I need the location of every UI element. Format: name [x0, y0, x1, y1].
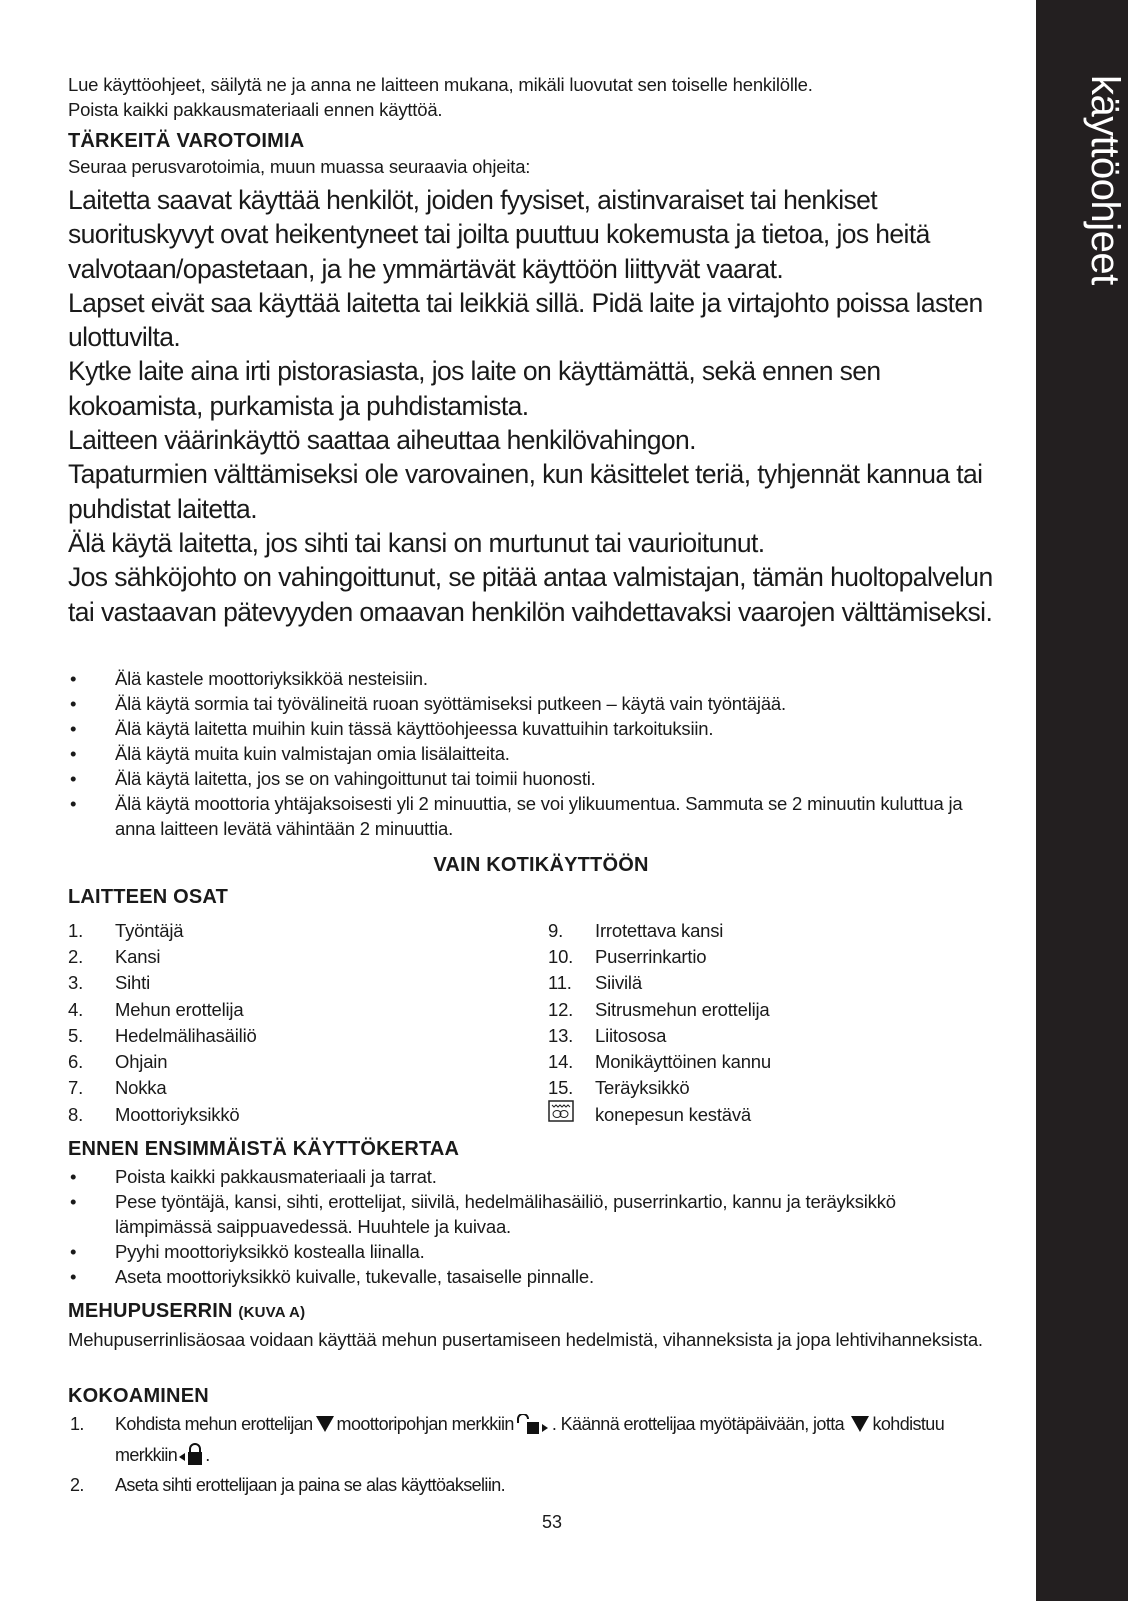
lock-icon: [179, 1443, 203, 1473]
step-text: Aseta sihti erottelijaan ja paina se alas käyttöakseliin.: [115, 1475, 506, 1495]
safety-paragraph: Laitetta saavat käyttää henkilöt, joiden fyysiset, aistinvaraiset tai henkiset suorituskyvyt ovat heikentyneet tai joilta puuttuu kokemusta ja tietoa, jos heitä valvotaan/opastetaan, ja he ymmärtävät käyttöön liittyvät vaarat.: [68, 185, 930, 284]
item-text: Älä käytä laitetta muihin kuin tässä käyttöohjeessa kuvattuihin tarkoituksiin.: [115, 718, 714, 739]
safety-large-text: [68, 183, 998, 629]
part-item: [548, 1022, 1028, 1048]
intro-line: Lue käyttöohjeet, säilytä ne ja anna ne laitteen mukana, mikäli luovutat sen toiselle henkilölle.: [68, 74, 813, 95]
part-item: [68, 1022, 548, 1048]
part-number: 2.: [68, 945, 84, 967]
triangle-marker-icon: [851, 1416, 869, 1432]
parts-list: [68, 917, 1028, 1127]
item-text: Pyyhi moottoriyksikkö kostealla liinalla.: [115, 1241, 425, 1262]
part-name: Irrotettava kansi: [595, 919, 724, 941]
list-item: • Älä käytä laitetta, jos se on vahingoittunut tai toimii huonosti.: [70, 768, 596, 789]
step-number: 2.: [70, 1475, 84, 1495]
step-text: .: [205, 1444, 210, 1465]
part-number: 9.: [548, 919, 564, 941]
part-item: [68, 1075, 548, 1101]
part-item: [548, 970, 1028, 996]
part-number: 4.: [68, 998, 84, 1020]
step-text: Kohdista mehun erottelijan: [115, 1414, 313, 1434]
list-item: • Pese työntäjä, kansi, sihti, erottelijat, siivilä, hedelmälihasäiliö, puserrinkartio, kannu ja teräyksikkö lämpimässä saippuavedessä. Huuhtele ja kuivaa.: [70, 1191, 896, 1237]
list-item: • Älä käytä muita kuin valmistajan omia lisälaitteita.: [70, 743, 510, 764]
part-number: 6.: [68, 1051, 84, 1073]
part-number: 3.: [68, 972, 84, 994]
part-name: Sitrusmehun erottelija: [595, 998, 770, 1020]
safety-paragraph: Laitteen väärinkäyttö saattaa aiheuttaa henkilövahingon.: [68, 425, 696, 456]
part-name: Monikäyttöinen kannu: [595, 1051, 771, 1073]
list-item: • Älä käytä moottoria yhtäjaksoisesti yli 2 minuuttia, se voi ylikuumentua. Sammuta se 2 minuutin kuluttua ja anna laitteen levätä vähintään 2 minuuttia.: [70, 793, 963, 839]
section-tab-label: käyttöohjeet: [1083, 75, 1127, 285]
list-item: • Älä käytä sormia tai työvälineitä ruoan syöttämiseksi putkeen – käytä vain työntäjää.: [70, 693, 786, 714]
part-number: 8.: [68, 1103, 84, 1125]
page-number: 53: [541, 1512, 563, 1532]
part-number: 1.: [68, 919, 84, 941]
part-number: 11.: [548, 972, 572, 994]
step-number: 1.: [70, 1414, 84, 1434]
part-name: Ohjain: [115, 1051, 168, 1073]
part-item: [68, 970, 548, 996]
dishwasher-label: konepesun kestävä: [595, 1103, 752, 1125]
first-use-bullets: [68, 1164, 988, 1289]
part-item: [548, 943, 1028, 969]
list-item: • Älä käytä laitetta muihin kuin tässä käyttöohjeessa kuvattuihin tarkoituksiin.: [70, 718, 714, 739]
part-number: 13.: [548, 1024, 574, 1046]
part-item: [548, 1075, 1028, 1101]
item-text: Älä kastele moottoriyksikköä nesteisiin.: [115, 668, 428, 689]
safety-paragraph: Älä käytä laitetta, jos sihti tai kansi on murtunut tai vaurioitunut.: [68, 527, 765, 558]
list-item: • Poista kaikki pakkausmateriaali ja tarrat.: [70, 1166, 437, 1187]
list-item: • Älä kastele moottoriyksikköä nesteisiin.: [70, 668, 428, 689]
item-text: Älä käytä laitetta, jos se on vahingoittunut tai toimii huonosti.: [115, 768, 596, 789]
parts-column-right: [548, 917, 1028, 1127]
item-text: Älä käytä sormia tai työvälineitä ruoan syöttämiseksi putkeen – käytä vain työntäjää.: [115, 693, 786, 714]
intro: [68, 72, 1028, 122]
triangle-marker-icon: [316, 1416, 334, 1432]
part-item: [548, 996, 1028, 1022]
section-tab: [1036, 0, 1128, 1601]
safety-heading: TÄRKEITÄ VAROTOIMIA: [68, 130, 305, 152]
part-name: Mehun erottelija: [115, 998, 244, 1020]
juicer-text: Mehupuserrinlisäosaa voidaan käyttää mehun pusertamiseen hedelmistä, vihanneksista ja jopa lehtivihanneksista.: [68, 1329, 983, 1350]
parts-column-left: [68, 917, 548, 1127]
assembly-steps: [68, 1411, 988, 1499]
item-text: Älä käytä moottoria yhtäjaksoisesti yli 2 minuuttia, se voi ylikuumentua. Sammuta se 2 minuutin kuluttua ja anna laitteen levätä vähintään 2 minuuttia.: [115, 793, 963, 839]
part-name: Siivilä: [595, 972, 642, 994]
part-number: 7.: [68, 1077, 84, 1099]
part-number: 10.: [548, 945, 574, 967]
intro-line: Poista kaikki pakkausmateriaali ennen käyttöä.: [68, 99, 443, 120]
part-item: [68, 996, 548, 1022]
part-item: [68, 1048, 548, 1074]
item-text: Aseta moottoriyksikkö kuivalle, tukevalle, tasaiselle pinnalle.: [115, 1266, 594, 1287]
part-number: 12.: [548, 998, 574, 1020]
item-text: Älä käytä muita kuin valmistajan omia lisälaitteita.: [115, 743, 510, 764]
part-name: Teräyksikkö: [595, 1077, 690, 1099]
part-name: Kansi: [115, 945, 161, 967]
item-text: Pese työntäjä, kansi, sihti, erottelijat, siivilä, hedelmälihasäiliö, puserrinkartio, kannu ja teräyksikkö lämpimässä saippuavedessä. Huuhtele ja kuivaa.: [115, 1191, 896, 1237]
safety-bullets: [68, 666, 988, 841]
part-item: [548, 917, 1028, 943]
dishwasher-safe-row: [548, 1101, 1028, 1127]
parts-heading: LAITTEEN OSAT: [68, 886, 229, 908]
assembly-step: [68, 1472, 988, 1499]
safety-paragraph: Jos sähköjohto on vahingoittunut, se pitää antaa valmistajan, tämän huoltopalvelun tai vastaavan pätevyyden omaavan henkilön vaihdettavaksi vaarojen välttämiseksi.: [68, 562, 993, 627]
unlock-icon: [516, 1414, 550, 1442]
household-use-notice: VAIN KOTIKÄYTTÖÖN: [433, 854, 649, 876]
assembly-heading: KOKOAMINEN: [68, 1385, 209, 1407]
part-item: [548, 1048, 1028, 1074]
safety-paragraph: Kytke laite aina irti pistorasiasta, jos laite on käyttämättä, sekä ennen sen kokoamista, purkamista ja puhdistamista.: [68, 356, 881, 421]
part-number: 5.: [68, 1024, 84, 1046]
part-item: [68, 943, 548, 969]
safety-subtitle: Seuraa perusvarotoimia, muun muassa seuraavia ohjeita:: [68, 156, 531, 177]
part-number: 15.: [548, 1077, 574, 1099]
step-text: . Käännä erottelijaa myötäpäivään, jotta: [551, 1414, 845, 1434]
part-name: Hedelmälihasäiliö: [115, 1024, 257, 1046]
safety-paragraph: Lapset eivät saa käyttää laitetta tai leikkiä sillä. Pidä laite ja virtajohto poissa lasten ulottuvilta.: [68, 287, 983, 353]
list-item: • Aseta moottoriyksikkö kuivalle, tukevalle, tasaiselle pinnalle.: [70, 1266, 594, 1287]
assembly-step: [68, 1411, 988, 1472]
part-name: Nokka: [115, 1077, 167, 1099]
part-name: Moottoriyksikkö: [115, 1103, 240, 1125]
part-name: Sihti: [115, 972, 150, 994]
part-name: Työntäjä: [115, 919, 184, 941]
step-text: kohdistuu merkkiin: [115, 1414, 945, 1465]
first-use-heading: ENNEN ENSIMMÄISTÄ KÄYTTÖKERTAA: [68, 1138, 460, 1160]
step-text: moottoripohjan merkkiin: [336, 1414, 514, 1434]
dishwasher-icon: [548, 1100, 595, 1128]
juicer-figure-ref: (KUVA A): [238, 1304, 306, 1321]
part-name: Puserrinkartio: [595, 945, 707, 967]
juicer-heading: [68, 1298, 1028, 1326]
list-item: • Pyyhi moottoriyksikkö kostealla liinalla.: [70, 1241, 425, 1262]
part-number: 14.: [548, 1051, 574, 1073]
part-name: Liitososa: [595, 1024, 667, 1046]
juicer-heading-text: MEHUPUSERRIN: [68, 1300, 233, 1322]
part-item: [68, 917, 548, 943]
item-text: Poista kaikki pakkausmateriaali ja tarrat.: [115, 1166, 437, 1187]
part-item: [68, 1101, 548, 1127]
safety-paragraph: Tapaturmien välttämiseksi ole varovainen, kun käsittelet teriä, tyhjennät kannua tai puhdistat laitetta.: [68, 459, 983, 524]
